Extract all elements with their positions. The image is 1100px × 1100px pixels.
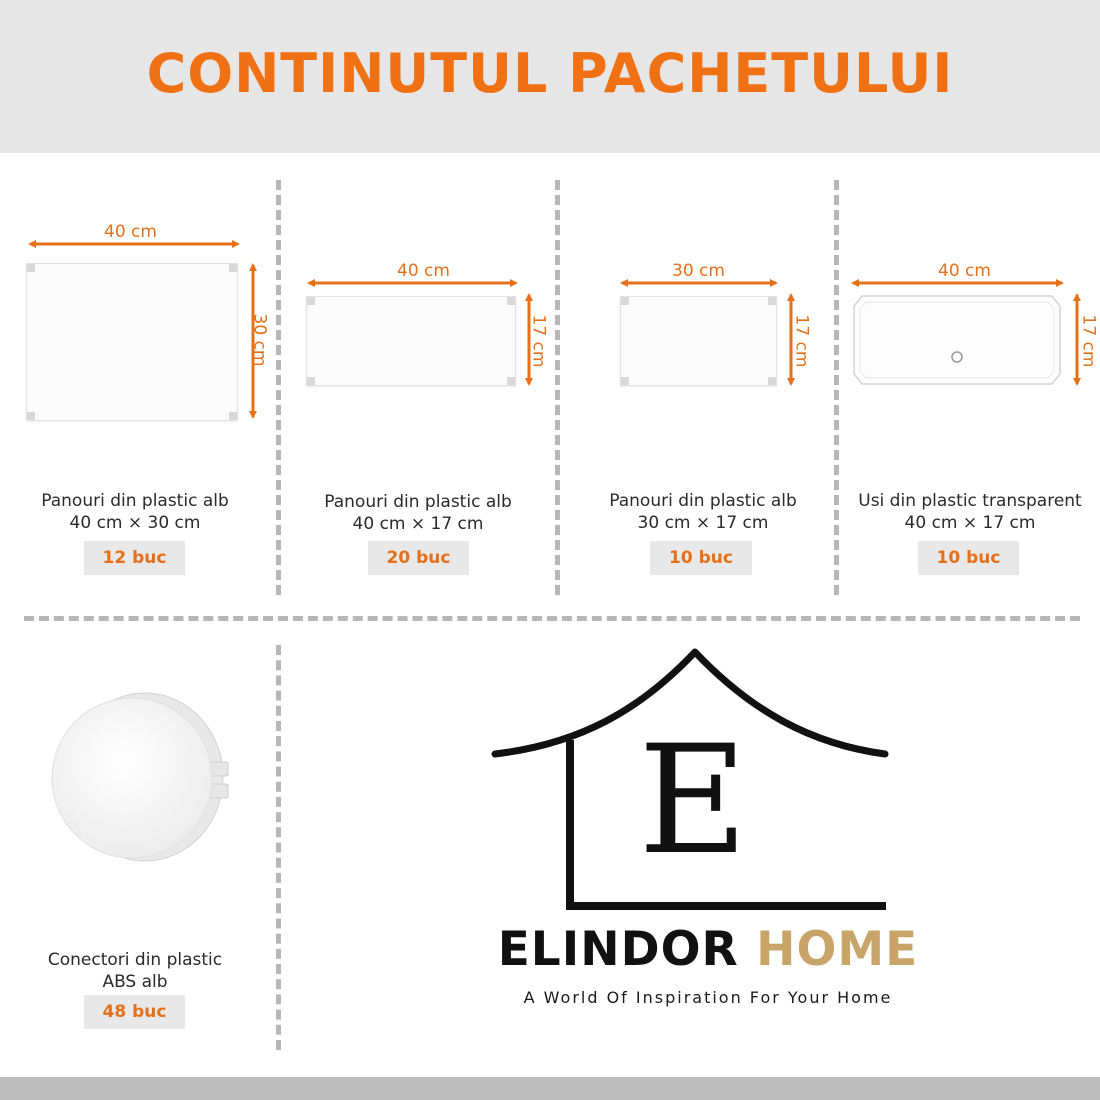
- quantity-badge: 10 buc: [650, 541, 752, 575]
- item-size: 40 cm × 30 cm: [69, 513, 201, 533]
- quantity-badge: 20 buc: [368, 541, 469, 575]
- quantity-badge: 48 buc: [84, 995, 185, 1029]
- brand-name-part2: HOME: [756, 922, 919, 977]
- height-label: 17 cm: [791, 314, 812, 368]
- item-name: Panouri din plastic alb: [41, 491, 229, 511]
- item-name: Usi din plastic transparent: [858, 491, 1082, 511]
- brand-name-part1: ELINDOR: [497, 922, 739, 977]
- panel-image: [620, 296, 777, 386]
- door-panel-image: [852, 294, 1062, 386]
- width-label: 40 cm: [397, 261, 450, 281]
- height-label: 17 cm: [1078, 314, 1099, 368]
- item-size: 40 cm × 17 cm: [352, 514, 484, 534]
- page-title: CONTINUTUL PACHETULUI: [146, 42, 954, 105]
- item-name: Panouri din plastic alb: [324, 492, 512, 512]
- height-label: 30 cm: [249, 313, 270, 367]
- width-label: 30 cm: [672, 261, 725, 281]
- brand-monogram: E: [638, 714, 748, 888]
- footer-bar: [0, 1077, 1100, 1100]
- panel-image: [306, 296, 516, 386]
- height-label: 17 cm: [528, 314, 549, 368]
- width-label: 40 cm: [104, 222, 157, 242]
- connector-image: [40, 686, 240, 866]
- item-size: 30 cm × 17 cm: [637, 513, 769, 533]
- brand-name: [488, 922, 928, 977]
- item-name: Panouri din plastic alb: [609, 491, 797, 511]
- brand-tagline: A World Of Inspiration For Your Home: [523, 988, 893, 1007]
- quantity-badge: 12 buc: [84, 541, 185, 575]
- connector-name: ABS alb: [102, 972, 168, 992]
- width-label: 40 cm: [938, 261, 991, 281]
- quantity-badge: 10 buc: [918, 541, 1019, 575]
- item-size: 40 cm × 17 cm: [904, 513, 1036, 533]
- panel-image: [26, 263, 238, 421]
- connector-name: Conectori din plastic: [47, 950, 223, 970]
